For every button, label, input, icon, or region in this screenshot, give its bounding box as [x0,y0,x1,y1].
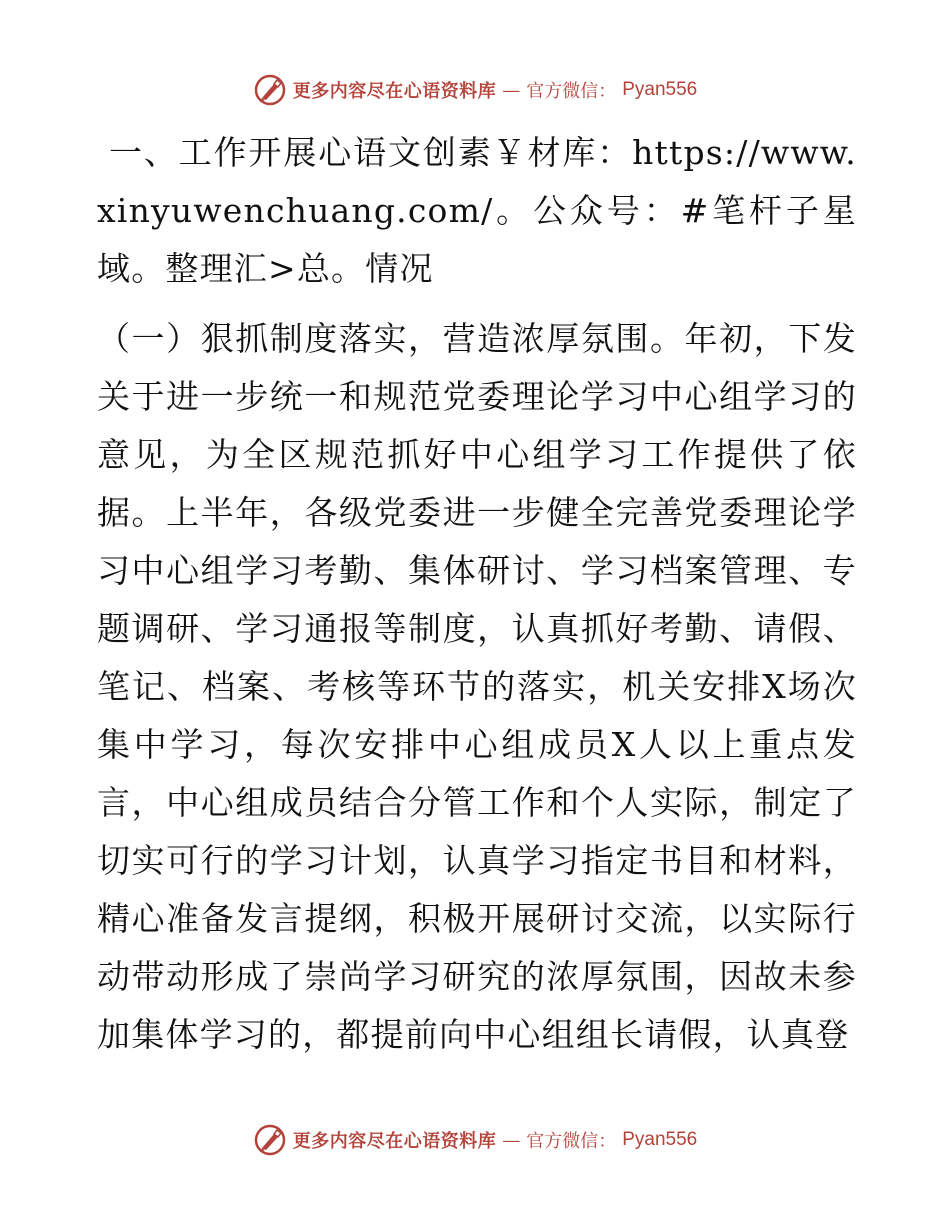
watermark-wechat-id: Pyan556 [622,1129,698,1150]
watermark-banner-bottom [0,1120,950,1160]
watermark-wechat-id: Pyan556 [622,79,698,100]
paragraph-one: （一）狠抓制度落实，营造浓厚氛围。年初，下发关于进一步统一和规范党委理论学习中心组学习的意见，为全区规范抓好中心组学习工作提供了依据。上半年，各级党委进一步健全完善党委理论学习中心组学习考勤、集体研讨、学习档案管理、专题调研、学习通报等制度，认真抓好考勤、请假、笔记、档案、考核等环节的落实，机关安排X场次集中学习，每次安排中心组成员X人以上重点发言，中心组成员结合分管工作和个人实际，制定了切实可行的学习计划，认真学习指定书目和材料，精心准备发言提纲，积极开展研讨交流，以实际行动带动形成了崇尚学习研究的浓厚氛围，因故未参加集体学习的，都提前向中心组组长请假，认真登 [97,319,857,1054]
watermark-dash: — [502,79,521,101]
watermark-site-text: 更多内容尽在心语资料库 [292,1131,497,1152]
pen-logo-icon [253,73,287,107]
watermark-dash: — [502,1129,521,1151]
watermark-site-text: 更多内容尽在心语资料库 [292,81,497,102]
document-body [97,124,857,1064]
watermark-wechat-label: 官方微信： [526,81,617,102]
pen-logo-icon [253,1123,287,1157]
section-heading: 一、工作开展心语文创素￥材库：https://www.xinyuwenchuang.com/。公众号：#笔杆子星域。整理汇>总。情况 [97,133,857,288]
watermark-wechat-label: 官方微信： [526,1131,617,1152]
watermark-banner-top [0,70,950,110]
